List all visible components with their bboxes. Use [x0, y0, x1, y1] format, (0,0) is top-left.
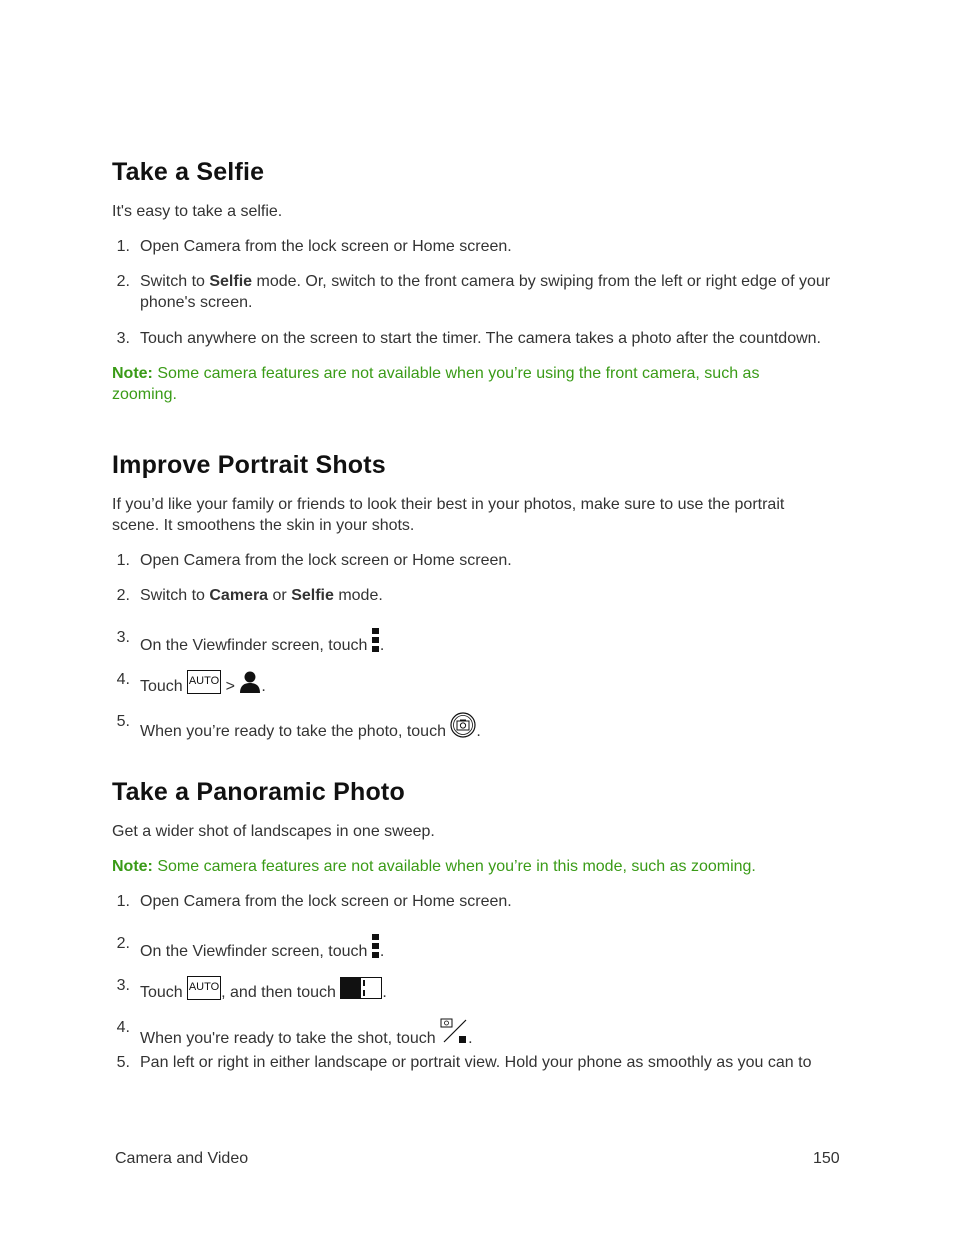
panorama-step-4: [140, 1018, 852, 1049]
note-label: Note:: [112, 858, 153, 875]
selfie-step-1: Open Camera from the lock screen or Home screen.: [140, 238, 512, 255]
step-text: .: [261, 678, 266, 695]
step-number: 5.: [116, 1054, 130, 1071]
step-text: When you’re ready to take the photo, touch: [140, 723, 451, 740]
panorama-shutter-icon: [440, 1018, 468, 1049]
step-text: , and then touch: [221, 984, 341, 1001]
panorama-step-3: [140, 976, 852, 1003]
step-text: .: [468, 1030, 473, 1047]
camera-shutter-icon: [450, 712, 476, 742]
auto-scene-icon: [187, 670, 221, 697]
person-icon: [239, 671, 261, 697]
panorama-note: [112, 856, 852, 877]
step-text: .: [379, 637, 385, 654]
footer-chapter: Camera and Video: [115, 1150, 249, 1167]
portrait-step-4: [140, 670, 852, 697]
selfie-step-3: Touch anywhere on the screen to start the timer. The camera takes a photo after the countdown.: [140, 330, 821, 347]
auto-scene-icon: [187, 976, 221, 1003]
note-text: Some camera features are not available when you’re in this mode, such as zooming.: [152, 858, 756, 875]
portrait-step-2: [140, 585, 852, 606]
mode-name-selfie: Selfie: [209, 273, 253, 290]
step-number: 3.: [116, 629, 130, 646]
panorama-step-1: Open Camera from the lock screen or Home screen.: [140, 893, 512, 910]
panorama-icon: [340, 977, 382, 1003]
selfie-step-2: [140, 271, 852, 313]
note-text: Some camera features are not available when you’re using the front camera, such as zooming.: [112, 365, 760, 403]
step-number: 1.: [116, 238, 130, 255]
step-text: Touch: [140, 984, 188, 1001]
step-text: On the Viewfinder screen, touch: [140, 637, 372, 654]
step-text: mode. Or, switch to the front camera by swiping from the left or right edge of your phone's screen.: [140, 273, 831, 311]
step-text: When you're ready to take the shot, touch: [140, 1030, 441, 1047]
menu-dots-icon: [372, 628, 380, 656]
step-number: 3.: [116, 977, 130, 994]
step-number: 2.: [116, 273, 130, 290]
auto-label: AUTO: [188, 981, 220, 993]
panorama-step-2: [140, 934, 852, 962]
step-text: On the Viewfinder screen, touch: [140, 943, 372, 960]
step-number: 3.: [116, 330, 130, 347]
step-number: 2.: [116, 935, 130, 952]
selfie-intro: It's easy to take a selfie.: [112, 203, 283, 220]
step-text: mode.: [333, 587, 383, 604]
panorama-intro: Get a wider shot of landscapes in one sweep.: [112, 823, 435, 840]
step-text: .: [382, 984, 387, 1001]
heading-improve-portrait-shots: Improve Portrait Shots: [112, 451, 386, 479]
portrait-step-5: [140, 712, 852, 742]
heading-take-a-selfie: Take a Selfie: [112, 158, 265, 186]
step-number: 4.: [116, 1019, 130, 1036]
portrait-step-1: Open Camera from the lock screen or Home screen.: [140, 552, 512, 569]
portrait-step-3: [140, 628, 852, 656]
step-text: .: [379, 943, 385, 960]
step-number: 4.: [116, 671, 130, 688]
note-label: Note:: [112, 365, 153, 382]
selfie-note: [112, 363, 812, 405]
heading-take-a-panoramic-photo: Take a Panoramic Photo: [112, 778, 405, 806]
step-text: or: [268, 587, 292, 604]
step-text: Switch to: [140, 587, 210, 604]
step-number: 1.: [116, 893, 130, 910]
step-text: Switch to: [140, 273, 210, 290]
step-text: Touch: [140, 678, 188, 695]
menu-dots-icon: [372, 934, 380, 962]
auto-label: AUTO: [188, 675, 220, 687]
step-text: .: [476, 723, 481, 740]
step-number: 2.: [116, 587, 130, 604]
step-text: >: [221, 678, 240, 695]
mode-name-camera: Camera: [209, 587, 269, 604]
portrait-intro: If you’d like your family or friends to look their best in your photos, make sure to use the portrait scene. It smoothens the skin in your shots.: [112, 496, 785, 534]
step-number: 1.: [116, 552, 130, 569]
step-number: 5.: [116, 713, 130, 730]
panorama-step-5: Pan left or right in either landscape or portrait view. Hold your phone as smoothly as you can to: [140, 1054, 812, 1071]
footer-page-number: 150: [813, 1150, 840, 1167]
mode-name-selfie: Selfie: [291, 587, 334, 604]
